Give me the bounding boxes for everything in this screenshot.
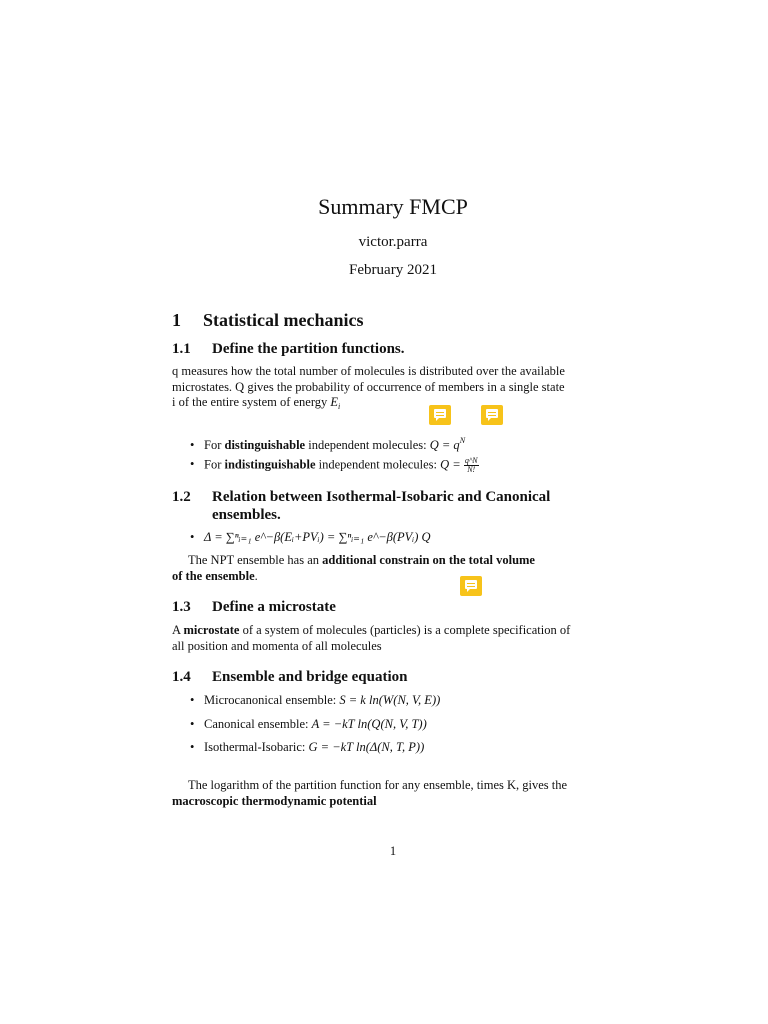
bullet: •	[190, 530, 195, 544]
text-line: microstates. Q gives the probability of occurrence of members in a single state	[172, 379, 565, 394]
list-item	[190, 530, 431, 545]
bullet: •	[190, 438, 195, 452]
bold-term: of the ensemble	[172, 568, 255, 583]
subsection-heading	[172, 599, 336, 616]
math-expression: G = −kT ln(Δ(N, T, P))	[308, 740, 425, 754]
bullet: •	[190, 717, 195, 731]
bold-term: distinguishable	[224, 438, 306, 452]
subsection-title: Ensemble and bridge equation	[212, 669, 408, 685]
bubble-line	[488, 412, 496, 413]
subsection-heading	[172, 341, 405, 358]
bold-term: additional constrain on the total volume	[322, 553, 535, 567]
text-fragment: independent molecules:	[308, 438, 427, 452]
list-item	[190, 457, 479, 474]
paragraph	[172, 553, 618, 584]
subsection-number: 1.3	[172, 599, 191, 615]
text-line	[172, 623, 618, 639]
subsection-heading	[172, 669, 407, 686]
bullet: •	[190, 693, 195, 707]
bold-term: macroscopic thermodynamic potential	[172, 793, 377, 808]
heading-line	[172, 488, 618, 506]
subsection-title: Relation between Isothermal-Isobaric and Canonical	[212, 489, 551, 505]
text-line	[172, 395, 618, 415]
section-number: 1	[172, 310, 181, 330]
math-expression: Q =	[440, 457, 461, 472]
comment-icon[interactable]	[481, 405, 503, 425]
text-line: q measures how the total number of molecules is distributed over the available	[172, 364, 565, 378]
list-item	[190, 717, 427, 732]
text-fragment: independent molecules:	[318, 457, 438, 472]
paragraph	[172, 778, 618, 809]
text-line: The logarithm of the partition function for any ensemble, times K, gives the	[188, 778, 568, 792]
math-energy: E	[330, 395, 339, 409]
text-fragment: For	[204, 457, 222, 472]
list-item	[190, 740, 424, 755]
math-expression: A = −kT ln(Q(N, V, T))	[311, 717, 427, 731]
text-line: all position and momenta of all molecules	[172, 638, 382, 653]
bold-term: microstate	[183, 623, 240, 637]
list-item	[190, 693, 440, 708]
bubble-line	[488, 415, 496, 416]
text-fragment: A	[172, 623, 181, 637]
text-fragment: .	[254, 568, 258, 583]
bubble-line	[436, 415, 444, 416]
document-author: victor.parra	[358, 234, 428, 250]
text-fragment: Microcanonical ensemble:	[204, 693, 337, 707]
subsection-title: Define a microstate	[212, 599, 336, 615]
section-title: Statistical mechanics	[203, 310, 364, 330]
speech-bubble-icon	[434, 409, 446, 418]
paragraph	[172, 623, 618, 654]
text-fragment: Isothermal-Isobaric:	[204, 740, 306, 754]
bubble-line	[467, 583, 475, 584]
comment-icon[interactable]	[429, 405, 451, 425]
speech-bubble-icon	[465, 580, 477, 589]
subsection-number: 1.2	[172, 489, 191, 505]
document-title: Summary FMCP	[318, 194, 468, 219]
document-date: February 2021	[349, 262, 437, 278]
bubble-line	[436, 412, 444, 413]
paragraph	[172, 364, 618, 415]
subsection-number: 1.4	[172, 669, 191, 685]
text-line	[172, 553, 618, 569]
math-expression: Δ = ∑ⁿᵢ₌₁ e^−β(Eᵢ+PVᵢ) = ∑ⁿᵢ₌₁ e^−β(PVᵢ) Q	[204, 530, 431, 544]
text-fragment: i of the entire system of energy	[172, 395, 328, 409]
subsection-heading	[172, 488, 618, 524]
text-fragment: of a system of molecules (particles) is a complete specification of	[242, 623, 571, 637]
text-line	[172, 569, 618, 585]
math-fraction	[464, 457, 479, 474]
page-number: 1	[389, 844, 397, 858]
bold-term: indistinguishable	[224, 457, 316, 472]
bullet: •	[190, 457, 195, 472]
text-fragment: The NPT ensemble has an	[188, 553, 319, 567]
speech-bubble-icon	[486, 409, 498, 418]
subsection-number: 1.1	[172, 341, 191, 357]
text-fragment: Canonical ensemble:	[204, 717, 309, 731]
math-subscript: i	[338, 402, 341, 411]
fraction-numerator: q^N	[464, 456, 478, 465]
math-superscript: N	[459, 436, 466, 445]
text-fragment: For	[204, 438, 222, 452]
heading-line: ensembles.	[212, 507, 281, 523]
math-expression: S = k ln(W(N, V, E))	[339, 693, 441, 707]
fraction-denominator: N!	[467, 465, 476, 474]
subsection-title: Define the partition functions.	[212, 341, 405, 357]
bullet: •	[190, 740, 195, 754]
comment-icon[interactable]	[460, 576, 482, 596]
list-item	[190, 433, 465, 453]
bubble-line	[467, 586, 475, 587]
section-heading	[172, 310, 363, 331]
math-expression: Q = q	[429, 438, 460, 452]
text-line	[172, 794, 618, 810]
